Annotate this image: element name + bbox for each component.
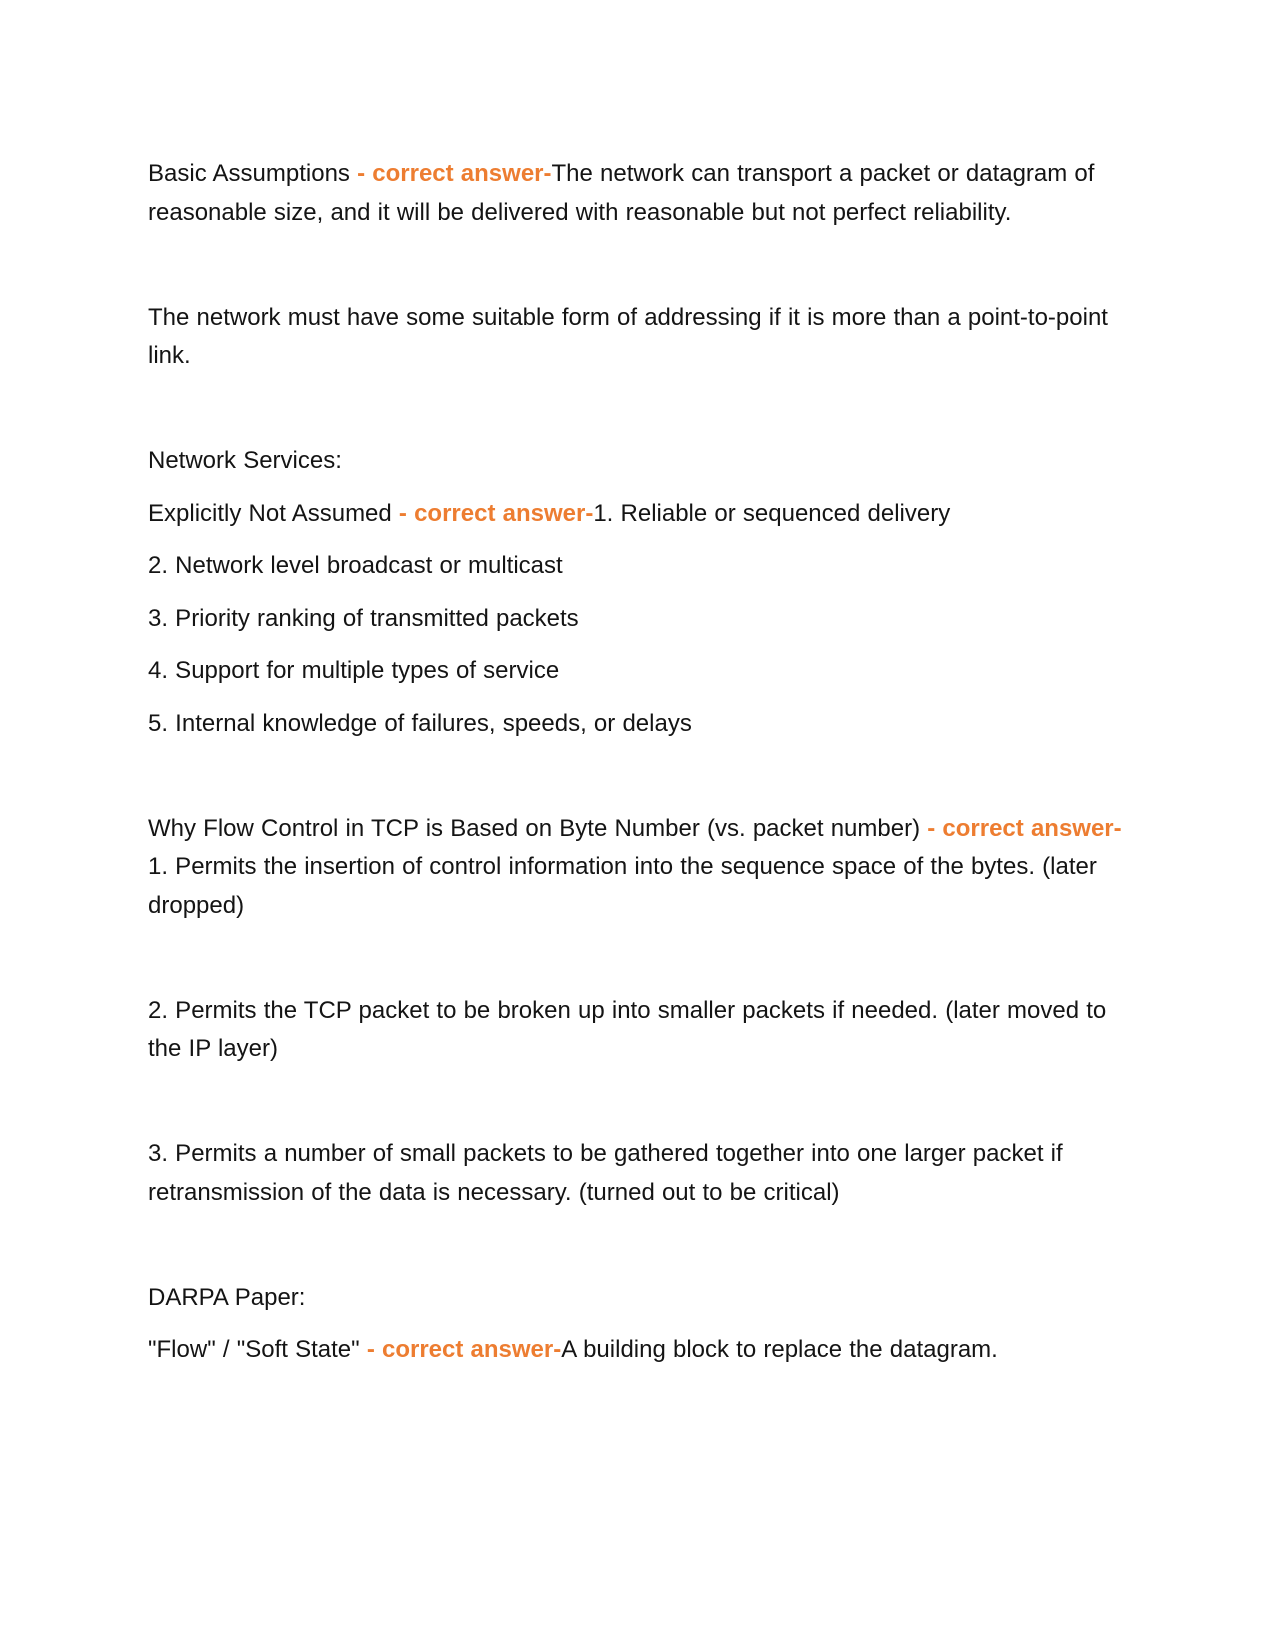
paragraph	[148, 1135, 1125, 1212]
paragraph	[148, 1279, 1125, 1318]
text-segment: Network Services:	[148, 447, 342, 474]
text-segment: Basic Assumptions	[148, 160, 358, 187]
correct-answer-marker: - correct answer-	[357, 160, 552, 187]
text-segment: Explicitly Not Assumed	[148, 499, 399, 527]
text-segment: DARPA Paper:	[148, 1283, 306, 1311]
correct-answer-marker: - correct answer-	[398, 499, 594, 527]
paragraph	[148, 705, 1125, 744]
paragraph	[148, 600, 1125, 639]
text-segment: "Flow" / "Soft State"	[148, 1336, 367, 1363]
text-segment: 2. Network level broadcast or multicast	[148, 552, 563, 579]
paragraph	[148, 547, 1125, 586]
paragraph	[148, 442, 1125, 481]
paragraph	[148, 299, 1125, 376]
text-segment: The network can transport a packet or datagram of reasonable size, and it will be delivered with reasonable but not perfect reliability.	[148, 160, 1095, 226]
text-segment: 3. Priority ranking of transmitted packets	[148, 604, 579, 632]
text-segment: 1. Reliable or sequenced delivery	[593, 499, 951, 527]
text-segment: 4. Support for multiple types of service	[148, 657, 560, 684]
correct-answer-marker: - correct answer-	[366, 1336, 562, 1363]
correct-answer-marker: - correct answer-	[927, 814, 1122, 842]
paragraph	[148, 810, 1125, 926]
paragraph	[148, 652, 1125, 691]
paragraph	[148, 495, 1125, 534]
paragraph	[148, 992, 1125, 1069]
text-segment: A building block to replace the datagram.	[561, 1336, 998, 1363]
paragraph	[148, 155, 1125, 232]
text-segment: Why Flow Control in TCP is Based on Byte Number (vs. packet number)	[148, 814, 928, 842]
text-segment: 1. Permits the insertion of control information into the sequence space of the bytes. (later dropped)	[148, 853, 1097, 919]
paragraph	[148, 1331, 1125, 1370]
text-segment: 3. Permits a number of small packets to be gathered together into one larger packet if retransmission of the data is necessary. (turned out to be critical)	[148, 1140, 1063, 1206]
text-segment: 2. Permits the TCP packet to be broken up into smaller packets if needed. (later moved to the IP layer)	[148, 996, 1107, 1062]
text-segment: The network must have some suitable form of addressing if it is more than a point-to-point link.	[148, 303, 1108, 369]
text-segment: 5. Internal knowledge of failures, speeds, or delays	[148, 709, 692, 737]
